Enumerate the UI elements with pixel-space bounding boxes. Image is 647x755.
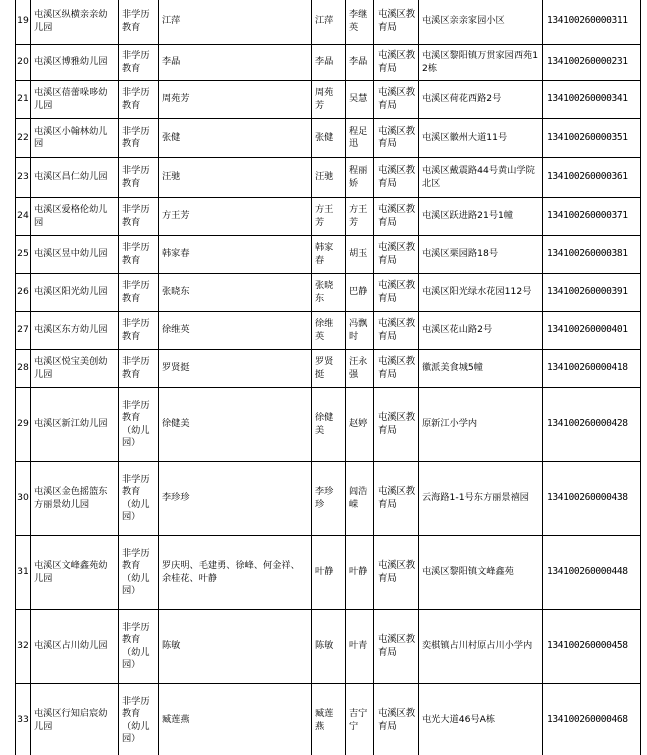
cell-name: 屯溪区金色摇篮东方丽景幼儿园 — [31, 462, 119, 536]
cell-type: 非学历教育（幼儿园） — [119, 610, 159, 684]
cell-investor: 臧莲燕 — [159, 684, 312, 755]
cell-legal: 李继英 — [346, 0, 374, 45]
table-row — [16, 274, 641, 312]
table-row — [16, 0, 641, 45]
cell-type: 非学历教育 — [119, 236, 159, 274]
cell-type: 非学历教育（幼儿园） — [119, 536, 159, 610]
cell-principal: 徐维英 — [312, 312, 346, 350]
cell-address: 屯溪区跃进路21号1幢 — [419, 198, 543, 236]
cell-investor: 江萍 — [159, 0, 312, 45]
table-row — [16, 610, 641, 684]
cell-principal: 李珍珍 — [312, 462, 346, 536]
cell-principal: 汪驰 — [312, 158, 346, 198]
cell-investor: 方王芳 — [159, 198, 312, 236]
cell-license: 134100260000311 — [543, 0, 641, 45]
cell-type: 非学历教育 — [119, 119, 159, 158]
cell-no: 26 — [16, 274, 31, 312]
cell-address: 屯溪区亲亲家园小区 — [419, 0, 543, 45]
cell-legal: 叶静 — [346, 536, 374, 610]
cell-legal: 胡玉 — [346, 236, 374, 274]
cell-license: 134100260000438 — [543, 462, 641, 536]
cell-type: 非学历教育 — [119, 0, 159, 45]
cell-investor: 徐健美 — [159, 388, 312, 462]
cell-principal: 徐健美 — [312, 388, 346, 462]
cell-license: 134100260000468 — [543, 684, 641, 755]
cell-name: 屯溪区行知启宸幼儿园 — [31, 684, 119, 755]
cell-name: 屯溪区阳光幼儿园 — [31, 274, 119, 312]
table-row — [16, 462, 641, 536]
cell-legal: 李晶 — [346, 45, 374, 81]
cell-type: 非学历教育（幼儿园） — [119, 684, 159, 755]
cell-no: 23 — [16, 158, 31, 198]
table-row — [16, 236, 641, 274]
cell-investor: 张健 — [159, 119, 312, 158]
cell-license: 134100260000371 — [543, 198, 641, 236]
cell-authority: 屯溪区教育局 — [374, 45, 419, 81]
cell-principal: 叶静 — [312, 536, 346, 610]
cell-authority: 屯溪区教育局 — [374, 198, 419, 236]
cell-investor: 周苑芳 — [159, 81, 312, 119]
cell-investor: 陈敏 — [159, 610, 312, 684]
cell-investor: 罗庆明、毛建勇、徐峰、何金祥、余桂花、叶静 — [159, 536, 312, 610]
table-row — [16, 45, 641, 81]
cell-address: 奕棋镇占川村原占川小学内 — [419, 610, 543, 684]
cell-name: 屯溪区博雅幼儿园 — [31, 45, 119, 81]
cell-authority: 屯溪区教育局 — [374, 236, 419, 274]
cell-authority: 屯溪区教育局 — [374, 610, 419, 684]
cell-address: 屯溪区黎阳镇文峰鑫苑 — [419, 536, 543, 610]
cell-principal: 李晶 — [312, 45, 346, 81]
cell-address: 屯溪区栗园路18号 — [419, 236, 543, 274]
table-row — [16, 350, 641, 388]
cell-legal: 吉宁宁 — [346, 684, 374, 755]
cell-name: 屯溪区占川幼儿园 — [31, 610, 119, 684]
cell-address: 徽派美食城5幢 — [419, 350, 543, 388]
cell-authority: 屯溪区教育局 — [374, 462, 419, 536]
cell-no: 25 — [16, 236, 31, 274]
cell-address: 云海路1-1号东方丽景禧园 — [419, 462, 543, 536]
cell-investor: 汪驰 — [159, 158, 312, 198]
cell-no: 33 — [16, 684, 31, 755]
cell-investor: 李晶 — [159, 45, 312, 81]
cell-name: 屯溪区爱格伦幼儿园 — [31, 198, 119, 236]
table-row — [16, 388, 641, 462]
cell-principal: 张健 — [312, 119, 346, 158]
cell-authority: 屯溪区教育局 — [374, 684, 419, 755]
cell-type: 非学历教育 — [119, 198, 159, 236]
table-row — [16, 198, 641, 236]
cell-no: 19 — [16, 0, 31, 45]
cell-legal: 程足迅 — [346, 119, 374, 158]
table-row — [16, 158, 641, 198]
cell-no: 28 — [16, 350, 31, 388]
cell-license: 134100260000361 — [543, 158, 641, 198]
cell-legal: 方王芳 — [346, 198, 374, 236]
cell-principal: 方王芳 — [312, 198, 346, 236]
cell-type: 非学历教育 — [119, 81, 159, 119]
cell-license: 134100260000401 — [543, 312, 641, 350]
table-row — [16, 312, 641, 350]
cell-license: 134100260000391 — [543, 274, 641, 312]
cell-no: 24 — [16, 198, 31, 236]
cell-authority: 屯溪区教育局 — [374, 312, 419, 350]
cell-type: 非学历教育 — [119, 158, 159, 198]
cell-authority: 屯溪区教育局 — [374, 274, 419, 312]
cell-authority: 屯溪区教育局 — [374, 388, 419, 462]
cell-license: 134100260000448 — [543, 536, 641, 610]
cell-authority: 屯溪区教育局 — [374, 81, 419, 119]
cell-address: 屯溪区黎阳镇万贯家园西苑12栋 — [419, 45, 543, 81]
cell-address: 屯溪区花山路2号 — [419, 312, 543, 350]
cell-name: 屯溪区东方幼儿园 — [31, 312, 119, 350]
cell-legal: 程丽娇 — [346, 158, 374, 198]
cell-address: 屯溪区荷花西路2号 — [419, 81, 543, 119]
cell-legal: 叶青 — [346, 610, 374, 684]
cell-name: 屯溪区昌仁幼儿园 — [31, 158, 119, 198]
cell-legal: 闾浩嵘 — [346, 462, 374, 536]
cell-address: 屯溪区徽州大道11号 — [419, 119, 543, 158]
cell-principal: 周苑芳 — [312, 81, 346, 119]
cell-type: 非学历教育 — [119, 350, 159, 388]
cell-license: 134100260000458 — [543, 610, 641, 684]
cell-name: 屯溪区文峰鑫苑幼儿园 — [31, 536, 119, 610]
cell-principal: 臧莲燕 — [312, 684, 346, 755]
cell-type: 非学历教育（幼儿园） — [119, 462, 159, 536]
cell-investor: 韩家春 — [159, 236, 312, 274]
cell-no: 21 — [16, 81, 31, 119]
cell-name: 屯溪区悦宝美创幼儿园 — [31, 350, 119, 388]
table-row — [16, 119, 641, 158]
cell-investor: 徐维英 — [159, 312, 312, 350]
cell-no: 27 — [16, 312, 31, 350]
cell-principal: 韩家春 — [312, 236, 346, 274]
cell-license: 134100260000381 — [543, 236, 641, 274]
cell-legal: 赵婷 — [346, 388, 374, 462]
cell-license: 134100260000428 — [543, 388, 641, 462]
cell-authority: 屯溪区教育局 — [374, 158, 419, 198]
cell-name: 屯溪区小翰林幼儿园 — [31, 119, 119, 158]
table-row — [16, 81, 641, 119]
cell-principal: 江萍 — [312, 0, 346, 45]
table-row — [16, 536, 641, 610]
cell-legal: 巴静 — [346, 274, 374, 312]
cell-principal: 陈敏 — [312, 610, 346, 684]
cell-no: 32 — [16, 610, 31, 684]
cell-license: 134100260000341 — [543, 81, 641, 119]
cell-legal: 冯飘时 — [346, 312, 374, 350]
cell-no: 30 — [16, 462, 31, 536]
cell-investor: 罗贤挺 — [159, 350, 312, 388]
cell-investor: 李珍珍 — [159, 462, 312, 536]
cell-address: 屯光大道46号A栋 — [419, 684, 543, 755]
cell-legal: 汪永强 — [346, 350, 374, 388]
cell-name: 屯溪区新江幼儿园 — [31, 388, 119, 462]
table-body — [16, 0, 641, 755]
cell-license: 134100260000418 — [543, 350, 641, 388]
cell-license: 134100260000351 — [543, 119, 641, 158]
cell-name: 屯溪区蓓蕾哚哆幼儿园 — [31, 81, 119, 119]
cell-type: 非学历教育 — [119, 312, 159, 350]
cell-address: 原新江小学内 — [419, 388, 543, 462]
cell-type: 非学历教育 — [119, 45, 159, 81]
cell-principal: 罗贤挺 — [312, 350, 346, 388]
cell-name: 屯溪区纵横亲亲幼儿园 — [31, 0, 119, 45]
cell-authority: 屯溪区教育局 — [374, 0, 419, 45]
table-row — [16, 684, 641, 755]
cell-name: 屯溪区昱中幼儿园 — [31, 236, 119, 274]
cell-no: 31 — [16, 536, 31, 610]
cell-type: 非学历教育（幼儿园） — [119, 388, 159, 462]
cell-address: 屯溪区戴震路44号黄山学院北区 — [419, 158, 543, 198]
cell-no: 22 — [16, 119, 31, 158]
cell-no: 29 — [16, 388, 31, 462]
cell-no: 20 — [16, 45, 31, 81]
cell-authority: 屯溪区教育局 — [374, 119, 419, 158]
cell-principal: 张晓东 — [312, 274, 346, 312]
cell-authority: 屯溪区教育局 — [374, 536, 419, 610]
cell-legal: 吴慧 — [346, 81, 374, 119]
cell-license: 134100260000231 — [543, 45, 641, 81]
cell-authority: 屯溪区教育局 — [374, 350, 419, 388]
cell-type: 非学历教育 — [119, 274, 159, 312]
cell-investor: 张晓东 — [159, 274, 312, 312]
cell-address: 屯溪区阳光绿水花园112号 — [419, 274, 543, 312]
kindergarten-table — [15, 0, 641, 755]
